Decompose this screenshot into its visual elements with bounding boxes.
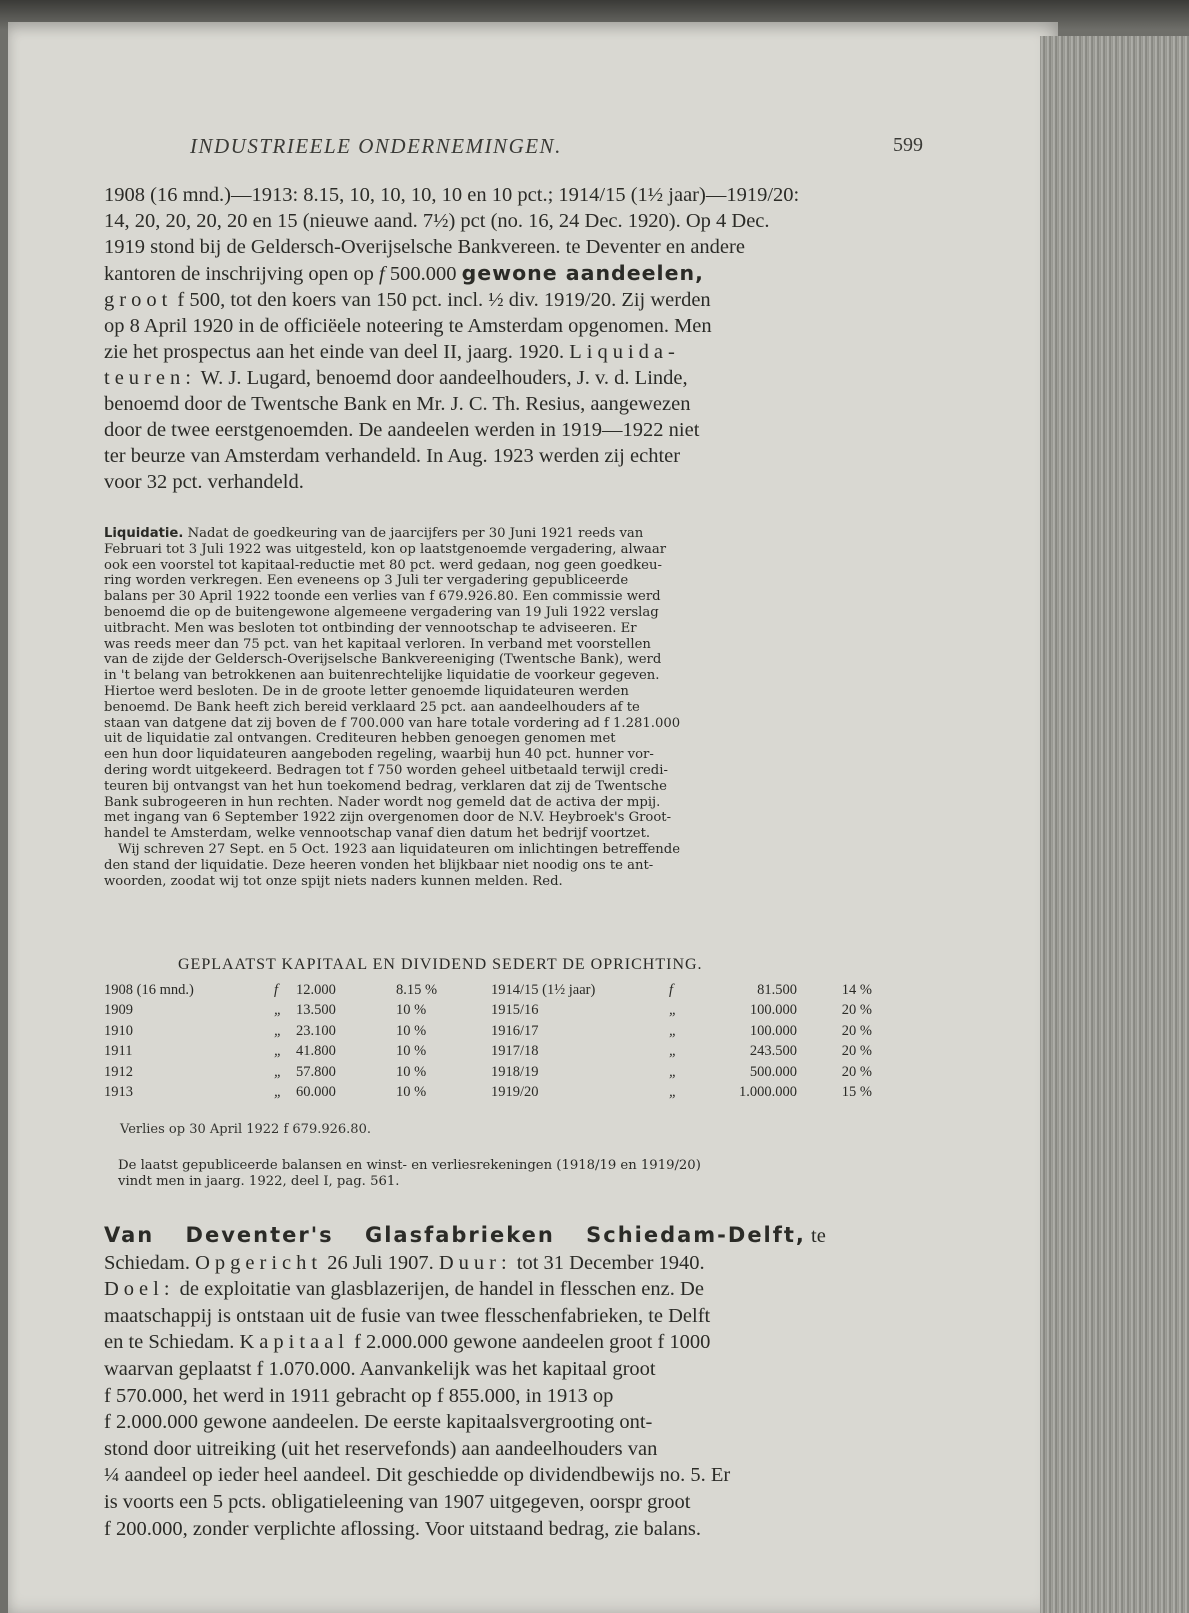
- text-line: ring worden verkregen. Een eveneens op 3 Juli ter vergadering gepubliceerde: [104, 573, 629, 589]
- table-row: [104, 1042, 872, 1063]
- page-edges: [1040, 36, 1189, 1613]
- table-cell-div: 10 %: [396, 1063, 427, 1080]
- text-line: ter beurze van Amsterdam verhandeld. In Aug. 1923 werden zij echter: [104, 445, 681, 467]
- table-cell-year2: 1915/16: [491, 1002, 539, 1019]
- table-cell-div2: 20 %: [841, 1043, 872, 1060]
- table-cell-cap2: 243.500: [749, 1043, 797, 1060]
- intro-paragraph: [104, 182, 944, 495]
- text-line: Liquidatie. Nadat de goedkeuring van de jaarcijfers per 30 Juni 1921 reeds van: [104, 526, 644, 541]
- company-name: Van Deventer's Glasfabrieken Schiedam-Delft,: [104, 1223, 806, 1247]
- table-cell-year: 1908 (16 mnd.): [104, 981, 194, 998]
- text-line: voor 32 pct. verhandeld.: [104, 471, 304, 493]
- table-cell-year: 1910: [104, 1022, 133, 1039]
- text-line: De laatst gepubliceerde balansen en winst- en verliesrekeningen (1918/19 en 1919/20): [118, 1158, 701, 1173]
- text-line: op 8 April 1920 in de officiëele noteering te Amsterdam opgenomen. Men: [104, 315, 712, 337]
- text-line: was reeds meer dan 75 pct. van het kapitaal verloren. In verband met voorstellen: [104, 636, 651, 652]
- text-line: met ingang van 6 September 1922 zijn overgenomen door de N.V. Heybroek's Groot-: [104, 810, 672, 826]
- table-cell-cur: „: [274, 1043, 283, 1060]
- table-cell-cap: 12.000: [296, 981, 336, 998]
- text-line: benoemd. De Bank heeft zich bereid verklaard 25 pct. aan aandeelhouders af te: [104, 699, 640, 715]
- table-cell-cur2: f: [669, 981, 674, 998]
- table-cell-cap2: 100.000: [749, 1022, 797, 1039]
- table-cell-div2: 20 %: [841, 1063, 872, 1080]
- table-cell-year: 1913: [104, 1084, 133, 1101]
- table-cell-cap2: 500.000: [749, 1063, 797, 1080]
- table-cell-year2: 1914/15 (1½ jaar): [491, 981, 596, 998]
- text-line: van de zijde der Geldersch-Overijselsche Bankvereeniging (Twentsche Bank), werd: [104, 652, 662, 668]
- table-cell-div2: 20 %: [841, 1022, 872, 1039]
- text-line: Doel: de exploitatie van glasblazerijen, de handel in flesschen enz. De: [104, 1278, 704, 1301]
- loss-note: Verlies op 30 April 1922 f 679.926.80.: [120, 1122, 371, 1137]
- table-cell-div2: 15 %: [841, 1084, 872, 1101]
- text-line: door de twee eerstgenoemden. De aandeelen werden in 1919—1922 niet: [104, 419, 700, 441]
- liquidatie-paragraph: [104, 526, 944, 889]
- table-cell-cur2: „: [669, 1084, 678, 1101]
- running-title: INDUSTRIEELE ONDERNEMINGEN.: [190, 134, 562, 158]
- table-cell-cap2: 100.000: [749, 1002, 797, 1019]
- table-cell-cap: 57.800: [296, 1063, 336, 1080]
- page-number: 599: [893, 134, 923, 156]
- text-line: zie het prospectus aan het einde van deel II, jaarg. 1920. Liquida-: [104, 341, 680, 363]
- capital-table: [104, 980, 872, 1103]
- text-line: een hun door liquidateuren aangeboden regeling, waarbij hun 40 pct. hunner vor-: [104, 747, 654, 763]
- table-cell-div2: 14 %: [841, 981, 872, 998]
- company-paragraph: [104, 1222, 944, 1542]
- text-line: in 't belang van betrokkenen aan buitenrechtelijke liquidatie de voorkeur gegeven.: [104, 668, 660, 684]
- table-cell-cur2: „: [669, 1022, 678, 1039]
- text-line: benoemd door de Twentsche Bank en Mr. J. C. Th. Resius, aangewezen: [104, 393, 691, 415]
- table-cell-div2: 20 %: [841, 1002, 872, 1019]
- text-line: 1908 (16 mnd.)—1913: 8.15, 10, 10, 10, 10 en 10 pct.; 1914/15 (1½ jaar)—1919/20:: [104, 184, 800, 206]
- table-row: [104, 980, 872, 1001]
- text-line: 14, 20, 20, 20, 20 en 15 (nieuwe aand. 7½) pct (no. 16, 24 Dec. 1920). Op 4 Dec.: [104, 210, 770, 232]
- text-line: staan van datgene dat zij boven de f 700.000 van hare totale vordering ad f 1.281.000: [104, 715, 681, 731]
- text-line: ¼ aandeel op ieder heel aandeel. Dit geschiedde op dividendbewijs no. 5. Er: [104, 1464, 731, 1487]
- text-line: woorden, zoodat wij tot onze spijt niets naders kunnen melden. Red.: [104, 873, 563, 889]
- table-cell-cap: 60.000: [296, 1084, 336, 1101]
- table-cell-cur2: „: [669, 1043, 678, 1060]
- table-cell-cap2: 1.000.000: [739, 1084, 797, 1101]
- text-line: vindt men in jaarg. 1922, deel I, pag. 561.: [118, 1173, 400, 1189]
- text-line: Bank subrogeeren in hun rechten. Nader wordt nog gemeld dat de activa der mpij.: [104, 794, 661, 810]
- text-line: f 2.000.000 gewone aandeelen. De eerste kapitaalsvergrooting ont-: [104, 1411, 653, 1434]
- balance-note: [118, 1158, 944, 1190]
- text-line: den stand der liquidatie. Deze heeren vonden het blijkbaar niet noodig ons te ant-: [104, 857, 654, 873]
- table-cell-cur2: „: [669, 1063, 678, 1080]
- table-title: GEPLAATST KAPITAAL EN DIVIDEND SEDERT DE OPRICHTING.: [178, 956, 703, 973]
- text-line: Wij schreven 27 Sept. en 5 Oct. 1923 aan liquidateuren om inlichtingen betreffende: [118, 841, 681, 857]
- text-line: waarvan geplaatst f 1.070.000. Aanvankelijk was het kapitaal groot: [104, 1357, 656, 1380]
- table-cell-year2: 1918/19: [491, 1063, 539, 1080]
- table-cell-cur: f: [274, 981, 279, 998]
- text-line: ook een voorstel tot kapitaal-reductie met 80 pct. werd gedaan, nog geen goedkeu-: [104, 557, 662, 573]
- table-cell-cap2: 81.500: [757, 981, 797, 998]
- table-cell-year: 1909: [104, 1002, 133, 1019]
- table-cell-cur: „: [274, 1063, 283, 1080]
- table-cell-cur: „: [274, 1084, 283, 1101]
- table-cell-year2: 1919/20: [491, 1084, 539, 1101]
- text-line: is voorts een 5 pcts. obligatieleening van 1907 uitgegeven, oorspr groot: [104, 1490, 691, 1513]
- text-line: kantoren de inschrijving open op f 500.000 gewone aandeelen,: [104, 261, 704, 285]
- text-line: uitbracht. Men was besloten tot ontbinding der vennootschap te adviseeren. Er: [104, 620, 637, 636]
- table-cell-div: 8.15 %: [396, 981, 438, 998]
- text-line: Schiedam. Opgericht 26 Juli 1907. Duur: tot 31 December 1940.: [104, 1251, 705, 1274]
- text-line: dering wordt uitgekeerd. Bedragen tot f 750 worden geheel uitbetaald terwijl credi-: [104, 762, 668, 778]
- table-cell-cur2: „: [669, 1002, 678, 1019]
- table-cell-cap: 41.800: [296, 1043, 336, 1060]
- table-row: [104, 1021, 872, 1042]
- liquidatie-label: Liquidatie.: [104, 526, 184, 541]
- text-line: Van Deventer's Glasfabrieken Schiedam-Delft, te: [104, 1223, 826, 1247]
- table-cell-cur: „: [274, 1002, 283, 1019]
- text-line: en te Schiedam. Kapitaal f 2.000.000 gewone aandeelen groot f 1000: [104, 1331, 711, 1354]
- text-line: teuren: W. J. Lugard, benoemd door aandeelhouders, J. v. d. Linde,: [104, 367, 688, 389]
- text-line: benoemd die op de buitengewone algemeene vergadering van 19 Juli 1922 verslag: [104, 604, 659, 620]
- text-line: f 200.000, zonder verplichte aflossing. Voor uitstaand bedrag, zie balans.: [104, 1517, 702, 1540]
- text-line: Februari tot 3 Juli 1922 was uitgesteld, kon op laatstgenoemde vergadering, alwaar: [104, 541, 667, 557]
- text-line: groot f 500, tot den koers van 150 pct. incl. ½ div. 1919/20. Zij werden: [104, 289, 711, 311]
- table-cell-div: 10 %: [396, 1002, 427, 1019]
- table-cell-year2: 1917/18: [491, 1043, 539, 1060]
- table-cell-year: 1911: [104, 1043, 133, 1060]
- table-cell-cap: 13.500: [296, 1002, 336, 1019]
- table-cell-year2: 1916/17: [491, 1022, 539, 1039]
- table-row: [104, 1062, 872, 1083]
- text-line: teuren bij ontvangst van het hun toekomend bedrag, verklaren dat zij de Twentsche: [104, 778, 667, 794]
- table-cell-div: 10 %: [396, 1084, 427, 1101]
- text-line: 1919 stond bij de Geldersch-Overijselsche Bankvereen. te Deventer en andere: [104, 236, 745, 258]
- table-row: [104, 1001, 872, 1022]
- text-line: maatschappij is ontstaan uit de fusie van twee flesschenfabrieken, te Delft: [104, 1304, 711, 1327]
- bold-term: gewone aandeelen,: [461, 261, 704, 285]
- text-line: uit de liquidatie zal ontvangen. Crediteuren hebben genoegen genomen met: [104, 731, 616, 747]
- table-cell-cap: 23.100: [296, 1022, 336, 1039]
- text-line: stond door uitreiking (uit het reservefonds) aan aandeelhouders van: [104, 1437, 658, 1460]
- table-row: [104, 1083, 872, 1104]
- table-cell-div: 10 %: [396, 1022, 427, 1039]
- table-cell-div: 10 %: [396, 1043, 427, 1060]
- text-line: f 570.000, het werd in 1911 gebracht op f 855.000, in 1913 op: [104, 1384, 614, 1407]
- text-line: Hiertoe werd besloten. De in de groote letter genoemde liquidateuren werden: [104, 683, 629, 699]
- table-cell-cur: „: [274, 1022, 283, 1039]
- text-line: balans per 30 April 1922 toonde een verlies van f 679.926.80. Een commissie werd: [104, 589, 661, 605]
- table-cell-year: 1912: [104, 1063, 133, 1080]
- text-line: handel te Amsterdam, welke vennootschap vanaf dien datum het bedrijf voortzet.: [104, 826, 651, 842]
